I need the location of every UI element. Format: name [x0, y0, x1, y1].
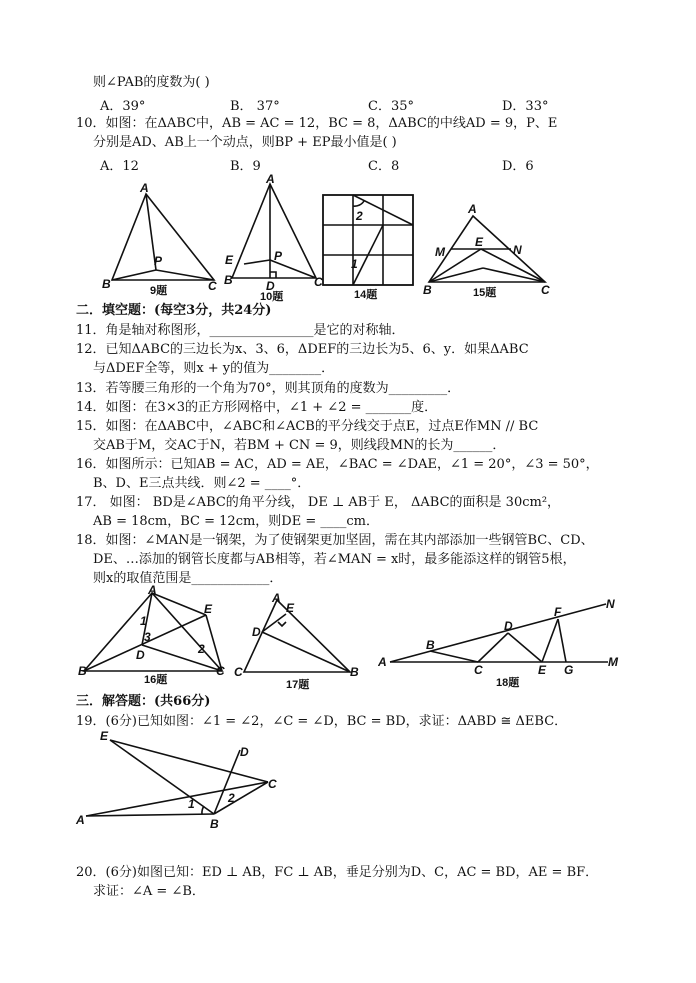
q15-line1: 15．如图：在ΔABC中，∠ABC和∠ACB的平分线交于点E，过点E作MN // BC	[76, 419, 539, 434]
section-3-heading: 三．解答题：(共66分)	[76, 694, 211, 709]
figure-q17	[230, 592, 365, 692]
label-m: M	[608, 655, 618, 669]
q17-line2: AB = 18cm，BC = 12cm，则DE = ____cm．	[93, 514, 379, 529]
q12-line1: 12．已知ΔABC的三边长为x、3、6，ΔDEF的三边长为5、6、y．如果ΔABC	[76, 342, 529, 357]
q10-stem-line2: 分别是AD、AB上一个动点，则BP + EP最小值是( )	[93, 135, 397, 150]
label-c: C	[234, 665, 243, 679]
label-e: E	[538, 663, 547, 677]
label-angle-2: 2	[228, 791, 235, 805]
q20-stem-line1: 20．(6分)如图已知：ED ⊥ AB，FC ⊥ AB，垂足分别为D、C，AC = BD，AE = BF．	[76, 865, 599, 880]
label-angle-2: 2	[198, 642, 205, 656]
label-angle-1: 1	[188, 797, 195, 811]
label-c: C	[208, 279, 217, 293]
label-angle-1: 1	[351, 257, 358, 271]
label-d: D	[504, 619, 513, 633]
label-b: B	[102, 277, 111, 291]
q19-stem: 19．(6分)已知如图：∠1 = ∠2，∠C = ∠D，BC = BD，求证：ΔABD ≅ ΔEBC．	[76, 714, 568, 729]
q13: 13．若等腰三角形的一个角为70°，则其顶角的度数为_________．	[76, 381, 461, 396]
label-b: B	[224, 273, 233, 287]
q18-line3: 则x的取值范围是____________．	[93, 571, 283, 586]
q10-option-a: A．12	[100, 159, 139, 174]
q18-line2: DE、…添加的钢管长度都与AB相等，若∠MAN = x时，最多能添这样的钢管5根，	[93, 552, 576, 567]
label-a: A	[148, 585, 157, 597]
q10-option-c: C．8	[368, 159, 400, 174]
label-a: A	[266, 172, 275, 186]
figure-q16	[78, 585, 228, 691]
label-c: C	[216, 664, 225, 678]
label-angle-3: 3	[144, 630, 151, 644]
label-c: C	[474, 663, 483, 677]
label-a: A	[272, 592, 281, 605]
caption-q15: 15题	[473, 287, 497, 299]
label-m: M	[435, 245, 445, 259]
q12-line2: 与ΔDEF全等，则x + y的值为________．	[93, 361, 335, 376]
label-c: C	[314, 275, 323, 289]
q9-option-d: D．33°	[502, 99, 549, 114]
label-n: N	[513, 243, 522, 257]
label-d: D	[252, 625, 261, 639]
label-c: C	[541, 283, 550, 297]
label-p: P	[274, 249, 283, 263]
q18-line1: 18．如图：∠MAN是一钢架，为了使钢架更加坚固，需在其内部添加一些钢管BC、CD、	[76, 533, 594, 548]
figure-q10	[222, 172, 327, 302]
label-a: A	[140, 181, 149, 195]
label-e: E	[100, 729, 109, 743]
label-e: E	[204, 602, 213, 616]
figure-q14	[320, 190, 416, 302]
q17-line1: 17． 如图： BD是∠ABC的角平分线， DE ⊥ AB于 E， ΔABC的面积是 30cm²，	[76, 495, 561, 510]
figure-q9	[98, 172, 223, 300]
label-b: B	[426, 638, 435, 652]
q10-option-d: D．6	[502, 159, 534, 174]
caption-q9: 9题	[150, 285, 168, 297]
figure-q18	[378, 596, 623, 690]
label-g: G	[564, 663, 574, 677]
label-n: N	[606, 597, 615, 611]
q16-line1: 16．如图所示：已知AB = AC，AD = AE，∠BAC = ∠DAE，∠1 = 20°，∠3 = 50°，	[76, 457, 599, 472]
label-a: A	[468, 202, 477, 216]
label-f: F	[554, 605, 562, 619]
label-a: A	[378, 655, 387, 669]
caption-q10: 10题	[260, 291, 284, 302]
q9-option-c: C．35°	[368, 99, 414, 114]
label-d: D	[240, 745, 249, 759]
q10-stem-line1: 10．如图：在ΔABC中，AB = AC = 12，BC = 8，ΔABC的中线AD = 9，P、E	[76, 116, 558, 131]
q9-option-b: B． 37°	[230, 99, 280, 114]
q10-option-b: B．9	[230, 159, 261, 174]
q15-line2: 交AB于M，交AC于N，若BM + CN = 9，则线段MN的长为______．	[93, 438, 506, 453]
label-angle-1: 1	[140, 614, 147, 628]
q9-stem: 则∠PAB的度数为( )	[93, 75, 210, 90]
q9-option-a: A．39°	[100, 99, 146, 114]
label-e: E	[286, 601, 295, 615]
q16-line2: B、D、E三点共线．则∠2 = ____°．	[93, 476, 311, 491]
label-b: B	[210, 817, 219, 831]
caption-q14: 14题	[354, 289, 378, 301]
caption-q16: 16题	[144, 674, 168, 686]
q14: 14．如图：在3×3的正方形网格中，∠1 + ∠2 = _______度．	[76, 400, 438, 415]
label-e: E	[225, 253, 234, 267]
label-p: P	[154, 254, 163, 268]
q11: 11．角是轴对称图形，________________是它的对称轴．	[76, 323, 405, 338]
q20-stem-line2: 求证：∠A = ∠B．	[93, 884, 205, 899]
figure-q19	[72, 728, 282, 834]
label-d: D	[136, 648, 145, 662]
label-e: E	[475, 235, 484, 249]
label-b: B	[350, 665, 359, 679]
label-b: B	[78, 664, 87, 678]
caption-q17: 17题	[286, 679, 310, 691]
label-c: C	[268, 777, 277, 791]
label-angle-2: 2	[356, 209, 363, 223]
caption-q18: 18题	[496, 677, 520, 689]
figure-q15	[423, 200, 555, 302]
section-2-heading: 二．填空题：(每空3分，共24分)	[76, 303, 272, 318]
label-a: A	[76, 813, 85, 827]
label-b: B	[423, 283, 432, 297]
label-d: D	[266, 279, 275, 293]
